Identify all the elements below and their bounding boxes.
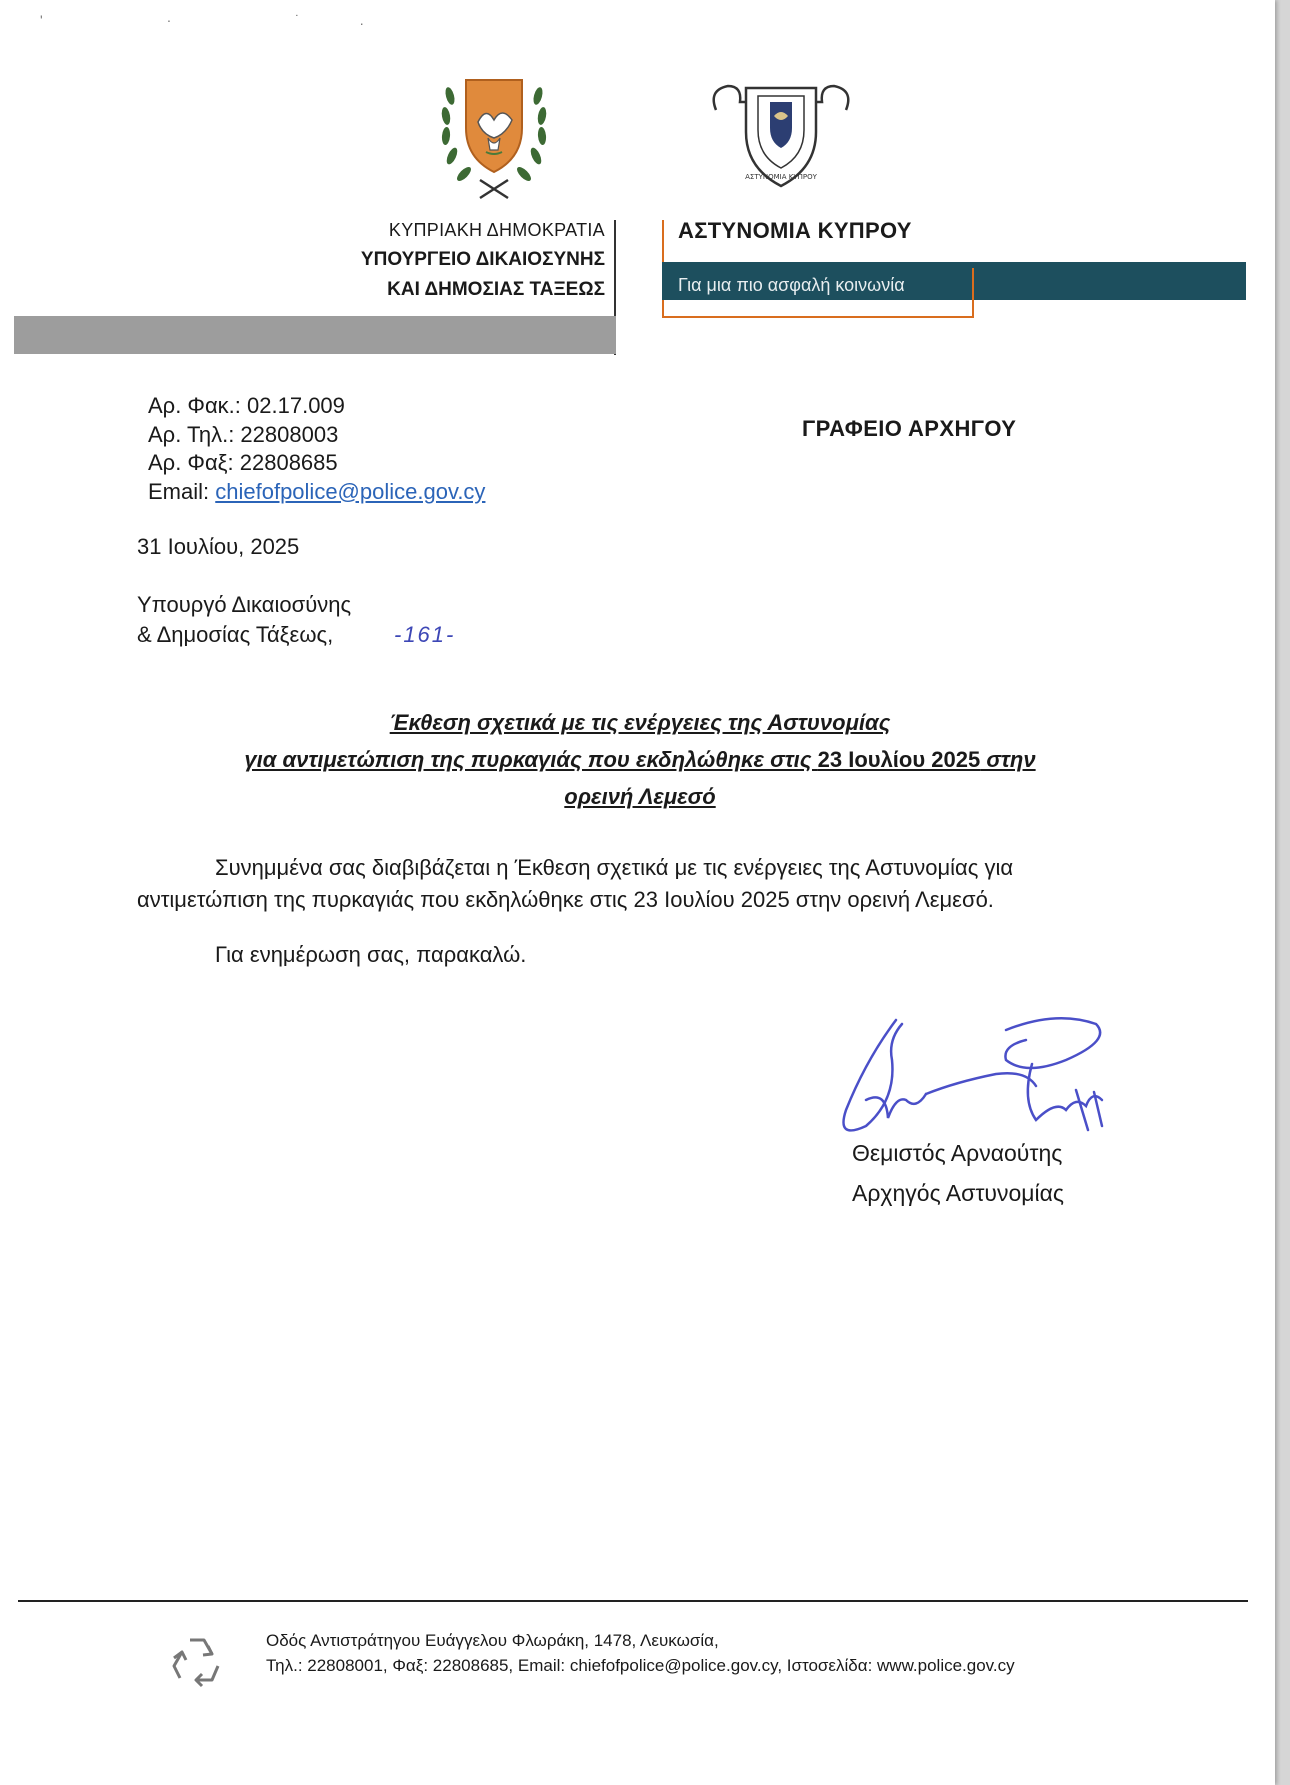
recipient-line1: Υπουργό Δικαιοσύνης [137, 592, 352, 617]
police-motto: Για μια πιο ασφαλή κοινωνία [678, 275, 905, 295]
email-line [148, 478, 485, 507]
footer-address: Οδός Αντιστράτηγου Ευάγγελου Φλωράκη, 1478, Λευκωσία, [266, 1631, 719, 1650]
motto-orange-frame [662, 268, 974, 318]
body-paragraph [137, 852, 1177, 916]
footer-contacts: Τηλ.: 22808001, Φαξ: 22808685, Email: chiefofpolice@police.gov.cy, Ιστοσελίδα: www.police.gov.cy [266, 1656, 1015, 1675]
scan-specks: ' · ˙. [40, 12, 424, 28]
closing-line: Για ενημέρωση σας, παρακαλώ. [215, 942, 527, 967]
subject-line2-part1: για αντιμετώπιση της πυρκαγιάς που εκδηλώθηκε στις [244, 747, 818, 772]
signer-block [852, 1133, 1064, 1213]
body-line2: αντιμετώπιση της πυρκαγιάς που εκδηλώθηκε στις 23 Ιουλίου 2025 στην ορεινή Λεμεσό. [137, 887, 994, 912]
email-label: Email: [148, 478, 216, 504]
office-heading: ΓΡΑΦΕΙΟ ΑΡΧΗΓΟΥ [802, 416, 1017, 441]
footer-contact [266, 1628, 1015, 1678]
letter-date: 31 Ιουλίου, 2025 [137, 534, 300, 559]
recipient-line2: & Δημοσίας Τάξεως, [137, 622, 334, 647]
cyprus-police-seal-icon [706, 76, 856, 196]
subject-line2-date: 23 Ιουλίου 2025 [817, 747, 981, 772]
signer-name: Θεμιστός Αρναούτης [852, 1140, 1063, 1166]
handwritten-number: -161- [394, 622, 456, 647]
telephone-number: Αρ. Τηλ.: 22808003 [148, 421, 339, 447]
subject-heading [120, 704, 1160, 815]
subject-line3: ορεινή Λεμεσό [564, 784, 716, 809]
fax-number: Αρ. Φαξ: 22808685 [148, 450, 338, 475]
cyprus-coat-of-arms-icon [428, 76, 560, 204]
police-title: ΑΣΤΥΝΟΜΙΑ ΚΥΠΡΟΥ [678, 218, 912, 243]
reference-block [148, 392, 485, 506]
republic-label: ΚΥΠΡΙΑΚΗ ΔΗΜΟΚΡΑΤΙΑ [388, 220, 605, 240]
signer-title: Αρχηγός Αστυνομίας [852, 1180, 1065, 1206]
subject-line2 [120, 741, 1160, 778]
subject-line1: Έκθεση σχετικά με τις ενέργειες της Αστυνομίας [389, 710, 891, 735]
subject-line2-part2: στην [980, 747, 1036, 772]
file-number: Αρ. Φακ.: 02.17.009 [148, 393, 345, 418]
ministry-label-line1: ΥΠΟΥΡΓΕΙΟ ΔΙΚΑΙΟΣΥΝΗΣ [360, 249, 605, 270]
body-line1: Συνημμένα σας διαβιβάζεται η Έκθεση σχετικά με τις ενέργειες της Αστυνομίας για [215, 855, 1014, 880]
ministry-heading [185, 220, 605, 301]
ministry-grey-bar [14, 316, 616, 354]
police-seal-lettering: ΑΣΤΥΝΟΜΙΑ ΚΥΠΡΟΥ [745, 173, 817, 181]
footer-divider [18, 1600, 1248, 1602]
ministry-label-line2: ΚΑΙ ΔΗΜΟΣΙΑΣ ΤΑΞΕΩΣ [387, 279, 605, 300]
recycle-icon [166, 1632, 228, 1694]
handwritten-signature [826, 1000, 1126, 1150]
email-link[interactable]: chiefofpolice@police.gov.cy [215, 478, 486, 504]
recipient-block [137, 590, 351, 650]
